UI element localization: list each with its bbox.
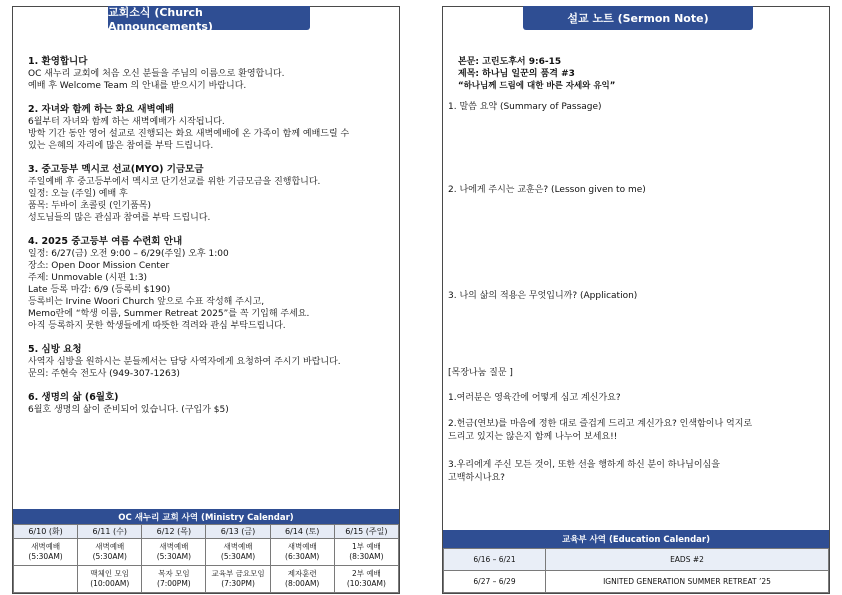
education-row (444, 549, 829, 571)
announcement-heading: 6. 생명의 삶 (6월호) (28, 392, 119, 403)
discussion-question-2-line: 2.헌금(연보)를 마음에 정한 대로 즐겁게 드리고 계신가요? 인색함이나 억지로 (448, 419, 753, 429)
calendar-row (14, 539, 399, 566)
announcement-line: 일정: 오늘 (주일) 예배 후 (28, 189, 128, 199)
calendar-cell (142, 566, 206, 593)
event-time: (5:30AM) (220, 552, 256, 561)
calendar-header-row (14, 525, 399, 539)
event-time: (10:00AM) (90, 579, 130, 588)
discussion-question-3-line: 고백하시나요? (448, 473, 505, 483)
calendar-cell (270, 566, 334, 593)
sermon-note-panel (442, 6, 830, 594)
education-calendar-table (443, 548, 829, 593)
discussion-question-1: 1.여러분은 영육간에 어떻게 심고 계신가요? (448, 393, 621, 403)
question-application: 3. 나의 삶의 적용은 무엇입니까? (Application) (448, 291, 638, 301)
event-name: 1부 예배 (351, 542, 381, 551)
calendar-cell (334, 539, 398, 566)
calendar-day: 6/15 (주일) (334, 525, 398, 539)
calendar-cell (270, 539, 334, 566)
event-time: (8:30AM) (349, 552, 384, 561)
announcement-line: 아직 등록하지 못한 학생들에게 따뜻한 격려와 관심 부탁드립니다. (28, 321, 286, 331)
announcement-visitation (28, 344, 393, 380)
announcements-panel (12, 6, 400, 594)
announcement-list (28, 56, 393, 428)
event-time: (8:00AM) (285, 579, 320, 588)
announcement-line: OC 새누리 교회에 처음 오신 분들을 주님의 이름으로 환영합니다. (28, 69, 285, 79)
announcement-line: 주제: Unmovable (시편 1:3) (28, 273, 148, 283)
announcement-heading: 3. 중고등부 멕시코 선교(MYO) 기금모금 (28, 164, 204, 175)
announcement-line: 품목: 두바이 초콜릿 (인기품목) (28, 201, 151, 211)
announcement-line: 장소: Open Door Mission Center (28, 261, 170, 271)
calendar-cell (78, 539, 142, 566)
sermon-note-title: 설교 노트 (Sermon Note) (523, 6, 753, 30)
education-calendar (443, 530, 829, 593)
calendar-cell (14, 539, 78, 566)
announcement-line: 성도님들의 많은 관심과 참여를 부탁 드립니다. (28, 213, 211, 223)
calendar-day: 6/12 (목) (142, 525, 206, 539)
event-time: (7:30PM) (221, 579, 255, 588)
education-row (444, 571, 829, 593)
sermon-subtitle: “하나님께 드림에 대한 바른 자세와 유익” (458, 81, 616, 91)
discussion-question-3-line: 3.우리에게 주신 모든 것이, 또한 선을 행하게 하신 분이 하나님이심을 (448, 460, 720, 470)
announcement-line: 일정: 6/27(금) 오전 9:00 – 6/29(주일) 오후 1:00 (28, 249, 229, 259)
scripture-reference: 본문: 고린도후서 9:6-15 (458, 57, 562, 67)
announcement-welcome (28, 56, 393, 92)
announcement-line: 등록비는 Irvine Woori Church 앞으로 수표 작성해 주시고, (28, 297, 265, 307)
education-date: 6/16 – 6/21 (444, 549, 546, 571)
announcement-heading: 2. 자녀와 함께 하는 화요 새벽예배 (28, 104, 175, 115)
announcement-line: Memo란에 “학생 이름, Summer Retreat 2025”를 꼭 기입해 주세요. (28, 309, 310, 319)
calendar-day: 6/14 (토) (270, 525, 334, 539)
event-name: 새벽예배 (287, 542, 317, 551)
announcement-heading: 5. 심방 요청 (28, 344, 82, 355)
announcement-retreat (28, 236, 393, 332)
education-calendar-title: 교육부 사역 (Education Calendar) (443, 530, 829, 548)
question-summary: 1. 말씀 요약 (Summary of Passage) (448, 102, 602, 112)
announcement-devotional (28, 392, 393, 416)
event-name: 목자 모임 (158, 569, 190, 578)
event-name: 새벽예배 (31, 542, 61, 551)
discussion-question-2-line: 드리고 있지는 않은지 함께 나누어 보세요!! (448, 432, 618, 442)
calendar-day: 6/10 (화) (14, 525, 78, 539)
calendar-day: 6/13 (금) (206, 525, 270, 539)
announcement-line: 6월호 생명의 삶이 준비되어 있습니다. (구입가 $5) (28, 405, 229, 415)
announcement-line: 예배 후 Welcome Team 의 안내를 받으시기 바랍니다. (28, 81, 247, 91)
event-name: 맥체인 모임 (90, 569, 130, 578)
event-time: (5:30AM) (156, 552, 192, 561)
announcement-line: 방학 기간 동안 영어 설교로 진행되는 화요 새벽예배에 온 가족이 함께 예배드릴 수 (28, 129, 350, 139)
event-time: (7:00PM) (157, 579, 191, 588)
discussion-heading: [목장나눔 질문 ] (448, 368, 513, 378)
event-time: (5:30AM) (28, 552, 63, 561)
calendar-cell (206, 566, 270, 593)
event-name: 새벽예배 (95, 542, 125, 551)
event-time: (5:30AM) (92, 552, 127, 561)
announcement-dawn-service (28, 104, 393, 152)
calendar-cell-empty (14, 566, 78, 593)
sermon-title: 제목: 하나님 일꾼의 품격 #3 (458, 69, 575, 79)
calendar-day: 6/11 (수) (78, 525, 142, 539)
announcement-line: 주일예배 후 중고등부에서 멕시코 단기선교를 위한 기금모금을 진행합니다. (28, 177, 321, 187)
event-name: 제자훈련 (287, 569, 317, 578)
announcement-line: Late 등록 마감: 6/9 (등록비 $190) (28, 285, 171, 295)
event-name: 2부 예배 (351, 569, 381, 578)
announcement-heading: 1. 환영합니다 (28, 56, 88, 67)
event-name: 교육부 금요모임 (211, 569, 265, 578)
event-time: (10:30AM) (346, 579, 386, 588)
ministry-calendar-title: OC 새누리 교회 사역 (Ministry Calendar) (13, 509, 399, 524)
event-name: 새벽예배 (223, 542, 253, 551)
ministry-calendar-table (13, 524, 399, 593)
sermon-header (458, 56, 615, 92)
announcement-line: 문의: 주현숙 전도사 (949-307-1263) (28, 369, 180, 379)
education-date: 6/27 – 6/29 (444, 571, 546, 593)
announcement-heading: 4. 2025 중고등부 여름 수련회 안내 (28, 236, 183, 247)
question-lesson: 2. 나에게 주시는 교훈은? (Lesson given to me) (448, 185, 646, 195)
calendar-cell (78, 566, 142, 593)
announcement-line: 사역자 심방을 원하시는 분들께서는 담당 사역자에게 요청하여 주시기 바랍니다. (28, 357, 341, 367)
education-event: EADS #2 (546, 549, 829, 571)
calendar-cell (206, 539, 270, 566)
ministry-calendar (13, 509, 399, 593)
announcement-line: 있는 은혜의 자리에 많은 참여를 부탁 드립니다. (28, 141, 214, 151)
announcement-fundraiser (28, 164, 393, 224)
event-name: 새벽예배 (159, 542, 189, 551)
calendar-row (14, 566, 399, 593)
education-event: IGNITED GENERATION SUMMER RETREAT ’25 (546, 571, 829, 593)
announcements-title: 교회소식 (Church Announcements) (108, 6, 310, 30)
event-time: (6:30AM) (285, 552, 320, 561)
calendar-cell (142, 539, 206, 566)
announcement-line: 6월부터 자녀와 함께 하는 새벽예배가 시작됩니다. (28, 117, 225, 127)
calendar-cell (334, 566, 398, 593)
